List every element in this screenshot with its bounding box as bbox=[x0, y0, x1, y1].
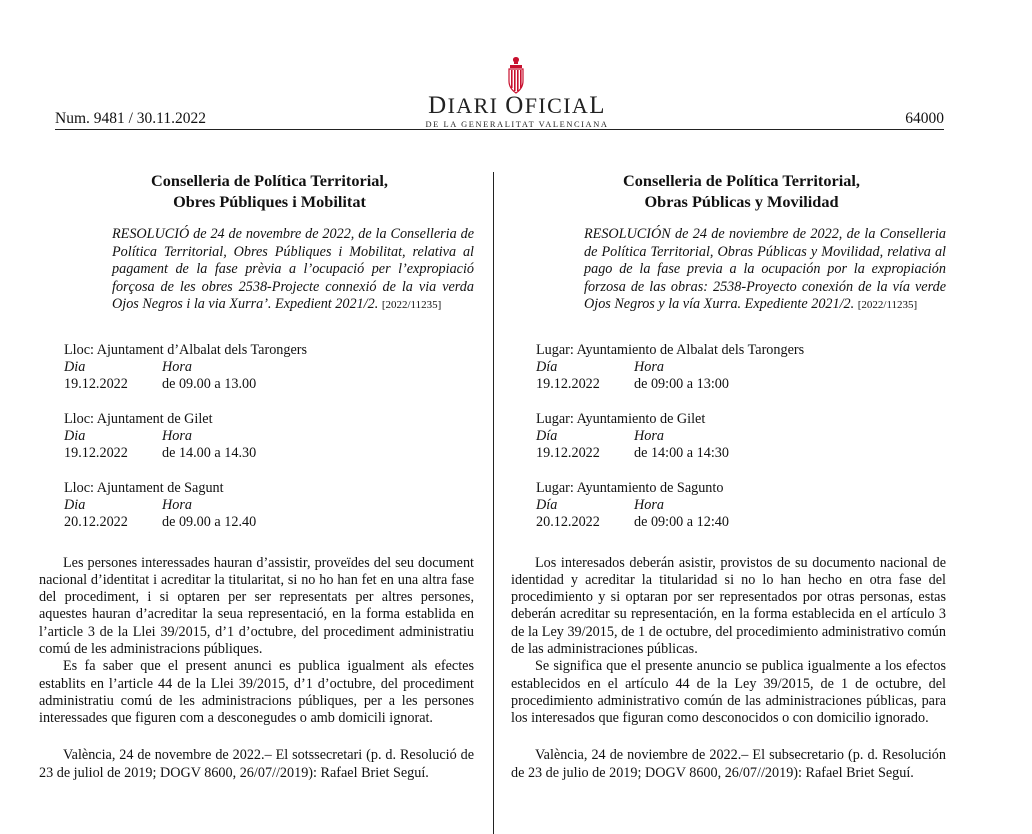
page-header bbox=[0, 0, 1032, 140]
slot-time: de 14.00 a 14.30 bbox=[162, 444, 257, 461]
day-label: Día bbox=[536, 358, 558, 375]
generalitat-coat-of-arms-icon bbox=[504, 55, 528, 95]
paragraph: Los interesados deberán asistir, provistos de su documento nacional de identidad y acreditar la titularidad si no lo han hecho en otra fase del procedimiento y si optaran por ser representados por otras personas, estas deberán acreditar su representación, en la forma establecida en el artículo 3 de la Ley 39/2015, de 1 de octubre, del procedimiento administrativo común de las administraciones públicas. bbox=[511, 554, 946, 657]
resolution-text: RESOLUCIÓN de 24 de noviembre de 2022, de la Conselleria de Política Territorial, Obras Públicas y Movilidad, relativa al pago de la fase previa a la ocupación por la expropiación forzosa de las obras: 2538-Proyecto conexión de la vía verde Ojos Negros y la vía Xurra. Expediente 2021/2. bbox=[584, 226, 946, 312]
body-text bbox=[511, 555, 946, 783]
slot-time: de 09.00 a 12.40 bbox=[162, 513, 257, 530]
slot-place: Lugar: Ayuntamiento de Albalat dels Tarongers bbox=[536, 341, 805, 358]
hour-label: Hora bbox=[634, 358, 664, 375]
spanish-column bbox=[511, 170, 946, 782]
page-number: 64000 bbox=[905, 110, 944, 127]
day-label: Día bbox=[536, 496, 558, 513]
issue-number: Num. 9481 / 30.11.2022 bbox=[55, 110, 206, 127]
slot-place: Lugar: Ayuntamiento de Gilet bbox=[536, 410, 706, 427]
resolution-summary bbox=[112, 226, 474, 315]
title-line: Conselleria de Política Territorial, bbox=[623, 171, 860, 190]
title-line: Conselleria de Política Territorial, bbox=[151, 171, 388, 190]
slot-date: 19.12.2022 bbox=[64, 375, 128, 392]
slot-place: Lloc: Ajuntament de Sagunt bbox=[64, 479, 224, 496]
slot-date: 19.12.2022 bbox=[64, 444, 128, 461]
hour-label: Hora bbox=[162, 358, 192, 375]
day-label: Dia bbox=[64, 496, 86, 513]
resolution-text: RESOLUCIÓ de 24 de novembre de 2022, de la Conselleria de Política Territorial, Obres Públiques i Mobilitat, relativa al pagament de la fase prèvia a l’ocupació per l’expropiació forçosa de les obres 2538-Projecte connexió de la via verda Ojos Negros i la via Xurra’. Expedient 2021/2. bbox=[112, 226, 474, 312]
slot-place: Lloc: Ajuntament d’Albalat dels Tarongers bbox=[64, 341, 308, 358]
day-label: Dia bbox=[64, 358, 86, 375]
hour-label: Hora bbox=[162, 496, 192, 513]
slot-place: Lloc: Ajuntament de Gilet bbox=[64, 410, 213, 427]
slot-time: de 09:00 a 12:40 bbox=[634, 513, 729, 530]
day-label: Dia bbox=[64, 427, 86, 444]
slot-date: 20.12.2022 bbox=[64, 513, 128, 530]
slot-date: 19.12.2022 bbox=[536, 375, 600, 392]
resolution-ref: [2022/11235] bbox=[381, 299, 442, 311]
header-rule bbox=[55, 129, 944, 130]
slot-place: Lugar: Ayuntamiento de Sagunto bbox=[536, 479, 724, 496]
resolution-ref: [2022/11235] bbox=[857, 299, 918, 311]
logo-subtitle: DE LA GENERALITAT VALENCIANA bbox=[425, 120, 609, 129]
slot-time: de 09:00 a 13:00 bbox=[634, 375, 729, 392]
slot-date: 19.12.2022 bbox=[536, 444, 600, 461]
valencian-column bbox=[39, 170, 474, 782]
slot-time: de 09.00 a 13.00 bbox=[162, 375, 257, 392]
department-title bbox=[531, 170, 952, 212]
diari-oficial-logo bbox=[412, 55, 622, 135]
schedule-slot bbox=[64, 411, 474, 462]
resolution-summary bbox=[584, 226, 946, 315]
schedule-slot bbox=[536, 411, 946, 462]
paragraph: Les persones interessades hauran d’assistir, proveïdes del seu document nacional d’identitat i acreditar la titularitat, si no ho han fet en una altra fase del procediment, i si optaren per ser representats per altres persones, aquestes hauran d’acreditar la seua representació, en la forma establida en l’article 3 de la Llei 39/2015, d’1 d’octubre, del procediment administratiu comú de les administracions públiques. bbox=[39, 554, 474, 657]
department-title bbox=[59, 170, 480, 212]
schedule-slot bbox=[64, 480, 474, 531]
column-divider bbox=[493, 172, 494, 834]
title-line: Obras Públicas y Movilidad bbox=[644, 192, 839, 211]
schedule-slot bbox=[536, 480, 946, 531]
signature: València, 24 de novembre de 2022.– El sotssecretari (p. d. Resolució de 23 de juliol de 2019; DOGV 8600, 26/07//2019): Rafael Briet Seguí. bbox=[39, 747, 474, 781]
hour-label: Hora bbox=[162, 427, 192, 444]
slot-date: 20.12.2022 bbox=[536, 513, 600, 530]
paragraph: Es fa saber que el present anunci es publica igualment als efectes establits en l’article 44 de la Llei 39/2015, d’1 d’octubre, del procediment administratiu comú de les administracions públiques, per a les persones interessades que figuren com a desconegudes o amb domicili ignorat. bbox=[39, 658, 474, 727]
slot-time: de 14:00 a 14:30 bbox=[634, 444, 729, 461]
logo-title: DIARI OFICIAL bbox=[428, 92, 606, 119]
schedule-slot bbox=[64, 342, 474, 393]
paragraph: Se significa que el presente anuncio se publica igualmente a los efectos establecidos en el artículo 44 de la Ley 39/2015, de 1 de octubre, del procedimiento administrativo común de las administraciones públicas, para los interesados que figuran como desconocidos o con domicilio ignorado. bbox=[511, 658, 946, 727]
hour-label: Hora bbox=[634, 496, 664, 513]
day-label: Día bbox=[536, 427, 558, 444]
hour-label: Hora bbox=[634, 427, 664, 444]
title-line: Obres Públiques i Mobilitat bbox=[173, 192, 366, 211]
signature: València, 24 de noviembre de 2022.– El subsecretario (p. d. Resolución de 23 de julio de 2019; DOGV 8600, 26/07//2019): Rafael Briet Seguí. bbox=[511, 747, 946, 781]
body-text bbox=[39, 555, 474, 783]
schedule-slot bbox=[536, 342, 946, 393]
